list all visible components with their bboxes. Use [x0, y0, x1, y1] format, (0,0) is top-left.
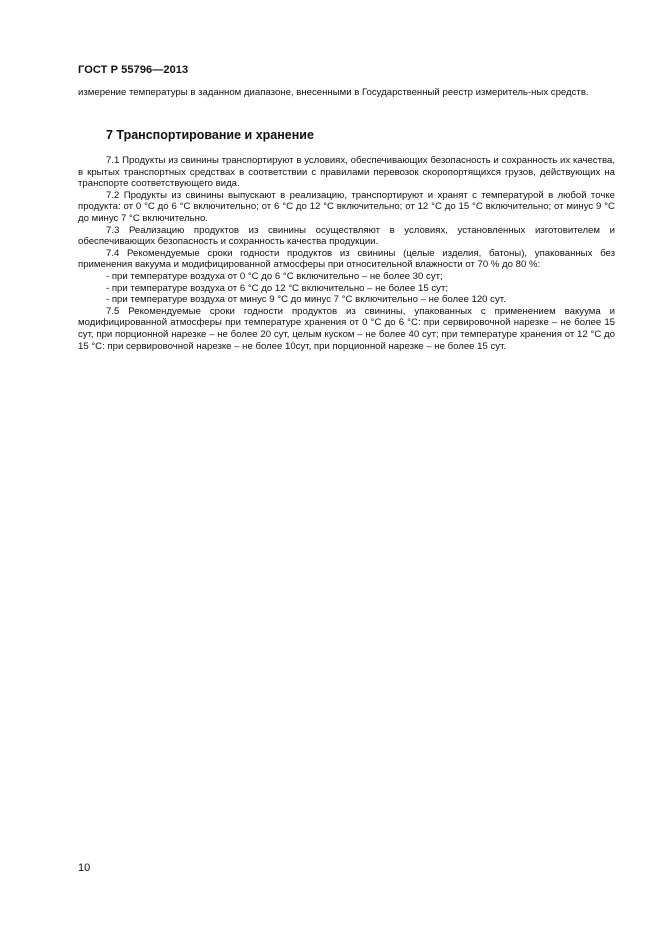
list-item-7-4-b: - при температуре воздуха от 6 °С до 12 °С включительно – не более 15 сут; [106, 282, 449, 294]
paragraph-7-2: 7.2 Продукты из свинины выпускают в реализацию, транспортируют и хранят с температурой в любой точке продукта: от 0 °С до 6 °С включительно; от 6 °С до 12 °С включительно; от 12 °С до 15 °С включительно; от минус 9 °С до минус 7 °С включительно. [78, 189, 615, 224]
document-code-header: ГОСТ Р 55796—2013 [78, 64, 189, 76]
lead-paragraph: измерение температуры в заданном диапазоне, внесенными в Государственный реестр измеритель-ных средств. [78, 87, 589, 98]
section-title: 7 Транспортирование и хранение [106, 128, 314, 142]
paragraph-7-4: 7.4 Рекомендуемые сроки годности продуктов из свинины (целые изделия, батоны), упакованных без применения вакуума и модифицированной атмосферы при относительной влажности от 70 % до 80 %: [78, 247, 615, 271]
list-item-7-4-a: - при температуре воздуха от 0 °С до 6 °С включительно – не более 30 сут; [106, 270, 443, 282]
list-item-7-4-c: - при температуре воздуха от минус 9 °С до минус 7 °С включительно – не более 120 сут. [106, 294, 506, 306]
paragraph-7-1: 7.1 Продукты из свинины транспортируют в условиях, обеспечивающих безопасность и сохранность их качества, в крытых транспортных средствах в соответствии с правилами перевозок скоропортящихся грузов, действующих на транспорте соответствующего вида. [78, 155, 615, 190]
page-number: 10 [78, 862, 91, 874]
section-content [78, 155, 615, 352]
paragraph-7-5: 7.5 Рекомендуемые сроки годности продуктов из свинины, упакованных с применением вакуума и модифицированной атмосферы при температуре хранения от 0 °С до 6 °С: при сервировочной нарезке – не более 15 сут, при порционной нарезке – не более 20 сут, целым куском – не более 40 сут; при температуре хранения от 12 °С до 15 °С: при сервировочной нарезке – не более 10сут, при порционной нарезке – не более 15 сут. [78, 305, 615, 352]
paragraph-7-3: 7.3 Реализацию продуктов из свинины осуществляют в условиях, установленных изготовителем и обеспечивающих безопасность и сохранность качества продукции. [78, 224, 615, 248]
